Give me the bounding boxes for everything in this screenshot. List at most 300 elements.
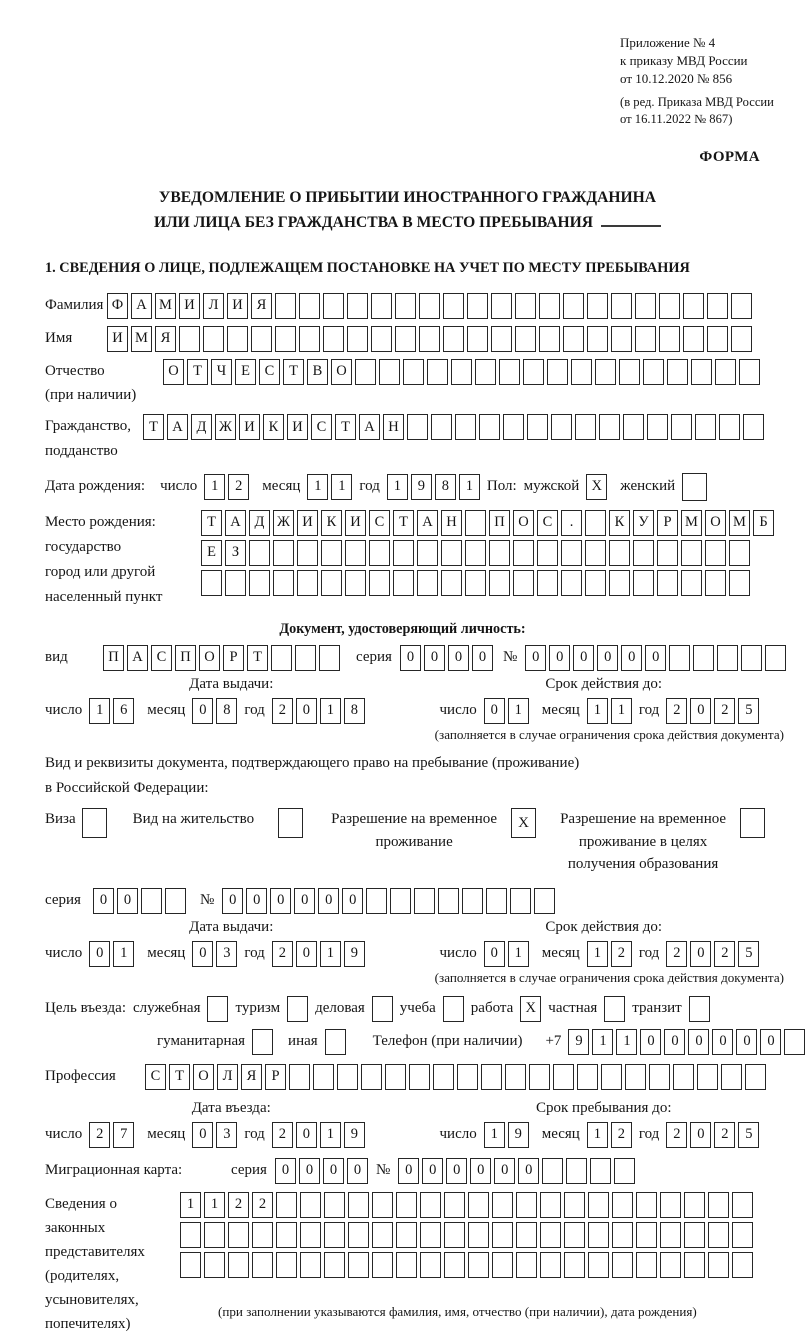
char-box[interactable]: Т [187,359,208,385]
char-box[interactable]: 2 [714,1122,735,1148]
char-box[interactable] [180,1222,201,1248]
char-box[interactable]: С [145,1064,166,1090]
char-box[interactable] [323,326,344,352]
char-box[interactable]: И [239,414,260,440]
temp-residence-permit-checkbox[interactable]: X [511,808,536,838]
char-box[interactable]: 0 [117,888,138,914]
char-box[interactable]: О [331,359,352,385]
char-box[interactable] [444,1192,465,1218]
char-box[interactable] [393,570,414,596]
char-box[interactable] [732,1192,753,1218]
char-box[interactable]: 2 [611,941,632,967]
char-box[interactable] [249,570,270,596]
char-box[interactable]: А [417,510,438,536]
char-box[interactable] [481,1064,502,1090]
char-box[interactable] [731,293,752,319]
char-box[interactable]: Ч [211,359,232,385]
char-box[interactable] [691,359,712,385]
char-box[interactable]: 0 [494,1158,515,1184]
char-box[interactable] [297,540,318,566]
char-box[interactable] [564,1252,585,1278]
char-box[interactable] [540,1192,561,1218]
char-box[interactable]: 0 [736,1029,757,1055]
char-box[interactable]: Т [169,1064,190,1090]
purpose-official-checkbox[interactable] [207,996,228,1022]
char-box[interactable] [443,293,464,319]
char-box[interactable]: 7 [113,1122,134,1148]
char-box[interactable] [369,570,390,596]
char-box[interactable] [323,293,344,319]
char-box[interactable]: Р [223,645,244,671]
char-box[interactable]: 1 [331,474,352,500]
char-box[interactable]: 9 [411,474,432,500]
char-box[interactable] [451,359,472,385]
char-box[interactable] [635,326,656,352]
char-box[interactable]: 1 [587,698,608,724]
char-box[interactable]: У [633,510,654,536]
char-box[interactable] [623,414,644,440]
char-box[interactable]: А [131,293,152,319]
char-box[interactable] [721,1064,742,1090]
char-box[interactable] [372,1252,393,1278]
char-box[interactable]: 0 [549,645,570,671]
char-box[interactable] [467,326,488,352]
char-box[interactable] [228,1252,249,1278]
char-box[interactable]: 1 [89,698,110,724]
char-box[interactable]: 0 [472,645,493,671]
char-box[interactable] [462,888,483,914]
char-box[interactable] [587,326,608,352]
char-box[interactable] [443,326,464,352]
char-box[interactable]: 8 [216,698,237,724]
char-box[interactable]: 2 [272,941,293,967]
char-box[interactable] [635,293,656,319]
char-box[interactable]: Т [283,359,304,385]
char-box[interactable]: 3 [216,1122,237,1148]
char-box[interactable]: О [705,510,726,536]
char-box[interactable] [515,293,536,319]
char-box[interactable] [403,359,424,385]
char-box[interactable] [745,1064,766,1090]
char-box[interactable] [708,1252,729,1278]
char-box[interactable]: Т [335,414,356,440]
char-box[interactable]: 1 [508,698,529,724]
char-box[interactable] [276,1222,297,1248]
purpose-other-checkbox[interactable] [325,1029,346,1055]
char-box[interactable] [697,1064,718,1090]
char-box[interactable] [355,359,376,385]
char-box[interactable] [414,888,435,914]
residence-permit-checkbox[interactable] [278,808,303,838]
char-box[interactable]: П [103,645,124,671]
char-box[interactable]: 2 [714,941,735,967]
char-box[interactable] [348,1222,369,1248]
char-box[interactable]: О [163,359,184,385]
char-box[interactable] [540,1252,561,1278]
char-box[interactable] [444,1252,465,1278]
char-box[interactable]: П [175,645,196,671]
char-box[interactable]: 1 [508,941,529,967]
char-box[interactable] [491,326,512,352]
male-checkbox[interactable]: X [586,474,607,500]
char-box[interactable] [516,1222,537,1248]
char-box[interactable] [633,540,654,566]
char-box[interactable] [225,570,246,596]
char-box[interactable] [468,1192,489,1218]
char-box[interactable] [563,293,584,319]
char-box[interactable] [337,1064,358,1090]
char-box[interactable] [393,540,414,566]
char-box[interactable] [396,1252,417,1278]
char-box[interactable]: Ф [107,293,128,319]
char-box[interactable] [273,540,294,566]
char-box[interactable]: 9 [508,1122,529,1148]
char-box[interactable] [705,570,726,596]
char-box[interactable]: 1 [459,474,480,500]
char-box[interactable] [409,1064,430,1090]
char-box[interactable]: 0 [299,1158,320,1184]
char-box[interactable] [588,1192,609,1218]
char-box[interactable] [441,540,462,566]
purpose-business-checkbox[interactable] [372,996,393,1022]
char-box[interactable]: 0 [222,888,243,914]
char-box[interactable]: 0 [296,698,317,724]
char-box[interactable] [516,1192,537,1218]
char-box[interactable] [695,414,716,440]
char-box[interactable]: 0 [192,698,213,724]
char-box[interactable] [564,1192,585,1218]
char-box[interactable]: М [681,510,702,536]
char-box[interactable] [396,1192,417,1218]
char-box[interactable] [204,1222,225,1248]
char-box[interactable]: 0 [192,941,213,967]
char-box[interactable] [540,1222,561,1248]
char-box[interactable]: И [345,510,366,536]
char-box[interactable] [228,1222,249,1248]
char-box[interactable] [684,1192,705,1218]
char-box[interactable] [612,1222,633,1248]
char-box[interactable] [564,1222,585,1248]
char-box[interactable] [739,359,760,385]
char-box[interactable]: 1 [320,1122,341,1148]
char-box[interactable]: С [537,510,558,536]
char-box[interactable] [468,1252,489,1278]
char-box[interactable] [431,414,452,440]
char-box[interactable]: 0 [645,645,666,671]
char-box[interactable]: 1 [592,1029,613,1055]
char-box[interactable]: Я [241,1064,262,1090]
char-box[interactable]: 0 [690,698,711,724]
char-box[interactable] [324,1222,345,1248]
char-box[interactable] [765,645,786,671]
char-box[interactable] [201,570,222,596]
char-box[interactable] [784,1029,805,1055]
char-box[interactable] [657,540,678,566]
char-box[interactable]: С [151,645,172,671]
char-box[interactable] [510,888,531,914]
char-box[interactable]: И [179,293,200,319]
char-box[interactable] [385,1064,406,1090]
char-box[interactable] [619,359,640,385]
char-box[interactable] [324,1192,345,1218]
char-box[interactable] [417,570,438,596]
char-box[interactable]: Т [201,510,222,536]
char-box[interactable]: 2 [272,698,293,724]
char-box[interactable]: 0 [664,1029,685,1055]
char-box[interactable] [732,1252,753,1278]
char-box[interactable]: 2 [228,474,249,500]
char-box[interactable] [595,359,616,385]
char-box[interactable] [513,540,534,566]
char-box[interactable] [396,1222,417,1248]
char-box[interactable] [534,888,555,914]
char-box[interactable]: Ж [273,510,294,536]
char-box[interactable] [252,1222,273,1248]
char-box[interactable] [417,540,438,566]
char-box[interactable] [366,888,387,914]
char-box[interactable]: А [167,414,188,440]
char-box[interactable]: Б [753,510,774,536]
char-box[interactable]: К [263,414,284,440]
visa-checkbox[interactable] [82,808,107,838]
char-box[interactable] [348,1192,369,1218]
char-box[interactable] [300,1252,321,1278]
char-box[interactable]: 9 [568,1029,589,1055]
char-box[interactable]: 5 [738,698,759,724]
char-box[interactable] [516,1252,537,1278]
char-box[interactable] [729,570,750,596]
char-box[interactable] [499,359,520,385]
char-box[interactable] [289,1064,310,1090]
char-box[interactable]: 0 [712,1029,733,1055]
char-box[interactable]: 0 [93,888,114,914]
char-box[interactable] [345,540,366,566]
char-box[interactable] [683,293,704,319]
char-box[interactable]: 0 [192,1122,213,1148]
char-box[interactable]: 0 [448,645,469,671]
char-box[interactable] [419,326,440,352]
char-box[interactable] [441,570,462,596]
char-box[interactable]: И [227,293,248,319]
char-box[interactable]: 0 [573,645,594,671]
char-box[interactable]: 8 [344,698,365,724]
char-box[interactable] [165,888,186,914]
char-box[interactable]: 1 [320,941,341,967]
char-box[interactable] [561,570,582,596]
char-box[interactable] [300,1192,321,1218]
char-box[interactable] [252,1252,273,1278]
char-box[interactable]: Т [393,510,414,536]
char-box[interactable] [273,570,294,596]
char-box[interactable]: 0 [597,645,618,671]
char-box[interactable]: Н [441,510,462,536]
char-box[interactable]: . [561,510,582,536]
char-box[interactable]: 9 [344,941,365,967]
char-box[interactable] [551,414,572,440]
char-box[interactable]: С [311,414,332,440]
char-box[interactable] [249,540,270,566]
purpose-transit-checkbox[interactable] [689,996,710,1022]
char-box[interactable] [705,540,726,566]
char-box[interactable] [599,414,620,440]
char-box[interactable] [577,1064,598,1090]
char-box[interactable] [489,540,510,566]
char-box[interactable] [371,326,392,352]
char-box[interactable] [585,570,606,596]
char-box[interactable] [275,293,296,319]
purpose-private-checkbox[interactable] [604,996,625,1022]
char-box[interactable]: 2 [666,1122,687,1148]
char-box[interactable] [643,359,664,385]
char-box[interactable] [590,1158,611,1184]
char-box[interactable]: 1 [616,1029,637,1055]
char-box[interactable]: 2 [89,1122,110,1148]
char-box[interactable] [563,326,584,352]
char-box[interactable] [553,1064,574,1090]
char-box[interactable] [527,414,548,440]
char-box[interactable]: Ж [215,414,236,440]
char-box[interactable] [271,645,292,671]
char-box[interactable]: 3 [216,941,237,967]
char-box[interactable]: 1 [204,474,225,500]
char-box[interactable] [492,1192,513,1218]
char-box[interactable] [625,1064,646,1090]
char-box[interactable]: 0 [246,888,267,914]
char-box[interactable]: Л [217,1064,238,1090]
char-box[interactable]: Я [251,293,272,319]
char-box[interactable]: М [131,326,152,352]
char-box[interactable]: 0 [484,941,505,967]
char-box[interactable]: 0 [525,645,546,671]
char-box[interactable] [659,326,680,352]
char-box[interactable]: М [155,293,176,319]
char-box[interactable]: 0 [296,1122,317,1148]
char-box[interactable] [614,1158,635,1184]
char-box[interactable] [491,293,512,319]
char-box[interactable]: 0 [398,1158,419,1184]
char-box[interactable]: 0 [760,1029,781,1055]
char-box[interactable] [542,1158,563,1184]
char-box[interactable] [673,1064,694,1090]
char-box[interactable]: О [193,1064,214,1090]
char-box[interactable]: С [369,510,390,536]
char-box[interactable] [321,540,342,566]
char-box[interactable]: 1 [611,698,632,724]
char-box[interactable] [492,1252,513,1278]
char-box[interactable] [420,1222,441,1248]
char-box[interactable] [585,540,606,566]
char-box[interactable]: О [513,510,534,536]
char-box[interactable] [609,540,630,566]
char-box[interactable]: 5 [738,1122,759,1148]
char-box[interactable] [407,414,428,440]
char-box[interactable] [427,359,448,385]
char-box[interactable] [455,414,476,440]
char-box[interactable] [348,1252,369,1278]
char-box[interactable] [204,1252,225,1278]
char-box[interactable] [539,293,560,319]
char-box[interactable]: 1 [320,698,341,724]
char-box[interactable]: 0 [318,888,339,914]
char-box[interactable]: 0 [422,1158,443,1184]
char-box[interactable] [465,510,486,536]
char-box[interactable]: 2 [272,1122,293,1148]
char-box[interactable]: 0 [275,1158,296,1184]
purpose-study-checkbox[interactable] [443,996,464,1022]
char-box[interactable] [395,326,416,352]
char-box[interactable]: 2 [228,1192,249,1218]
char-box[interactable]: 0 [621,645,642,671]
char-box[interactable] [347,326,368,352]
char-box[interactable] [390,888,411,914]
char-box[interactable] [729,540,750,566]
char-box[interactable] [438,888,459,914]
char-box[interactable]: И [107,326,128,352]
char-box[interactable] [732,1222,753,1248]
char-box[interactable] [369,540,390,566]
char-box[interactable]: Н [383,414,404,440]
char-box[interactable] [299,326,320,352]
char-box[interactable] [180,1252,201,1278]
char-box[interactable]: К [609,510,630,536]
char-box[interactable] [633,570,654,596]
char-box[interactable]: 0 [323,1158,344,1184]
char-box[interactable]: 1 [587,941,608,967]
char-box[interactable]: 6 [113,698,134,724]
char-box[interactable]: Л [203,293,224,319]
char-box[interactable] [715,359,736,385]
char-box[interactable] [717,645,738,671]
char-box[interactable]: А [225,510,246,536]
char-box[interactable]: 2 [252,1192,273,1218]
char-box[interactable] [611,326,632,352]
char-box[interactable] [612,1192,633,1218]
char-box[interactable] [719,414,740,440]
char-box[interactable]: Р [657,510,678,536]
char-box[interactable] [486,888,507,914]
char-box[interactable]: 0 [640,1029,661,1055]
char-box[interactable] [227,326,248,352]
char-box[interactable] [683,326,704,352]
char-box[interactable] [741,645,762,671]
char-box[interactable] [585,510,606,536]
char-box[interactable]: А [127,645,148,671]
char-box[interactable] [395,293,416,319]
char-box[interactable] [467,293,488,319]
char-box[interactable] [324,1252,345,1278]
char-box[interactable]: А [359,414,380,440]
char-box[interactable]: Т [143,414,164,440]
char-box[interactable] [492,1222,513,1248]
char-box[interactable] [681,570,702,596]
char-box[interactable]: И [287,414,308,440]
char-box[interactable] [313,1064,334,1090]
char-box[interactable] [636,1252,657,1278]
char-box[interactable]: 2 [666,941,687,967]
char-box[interactable]: 1 [113,941,134,967]
char-box[interactable] [601,1064,622,1090]
char-box[interactable] [708,1222,729,1248]
char-box[interactable] [299,293,320,319]
char-box[interactable]: О [199,645,220,671]
char-box[interactable]: 5 [738,941,759,967]
char-box[interactable] [251,326,272,352]
char-box[interactable] [371,293,392,319]
char-box[interactable]: Д [191,414,212,440]
char-box[interactable]: Я [155,326,176,352]
char-box[interactable] [708,1192,729,1218]
char-box[interactable]: 2 [666,698,687,724]
